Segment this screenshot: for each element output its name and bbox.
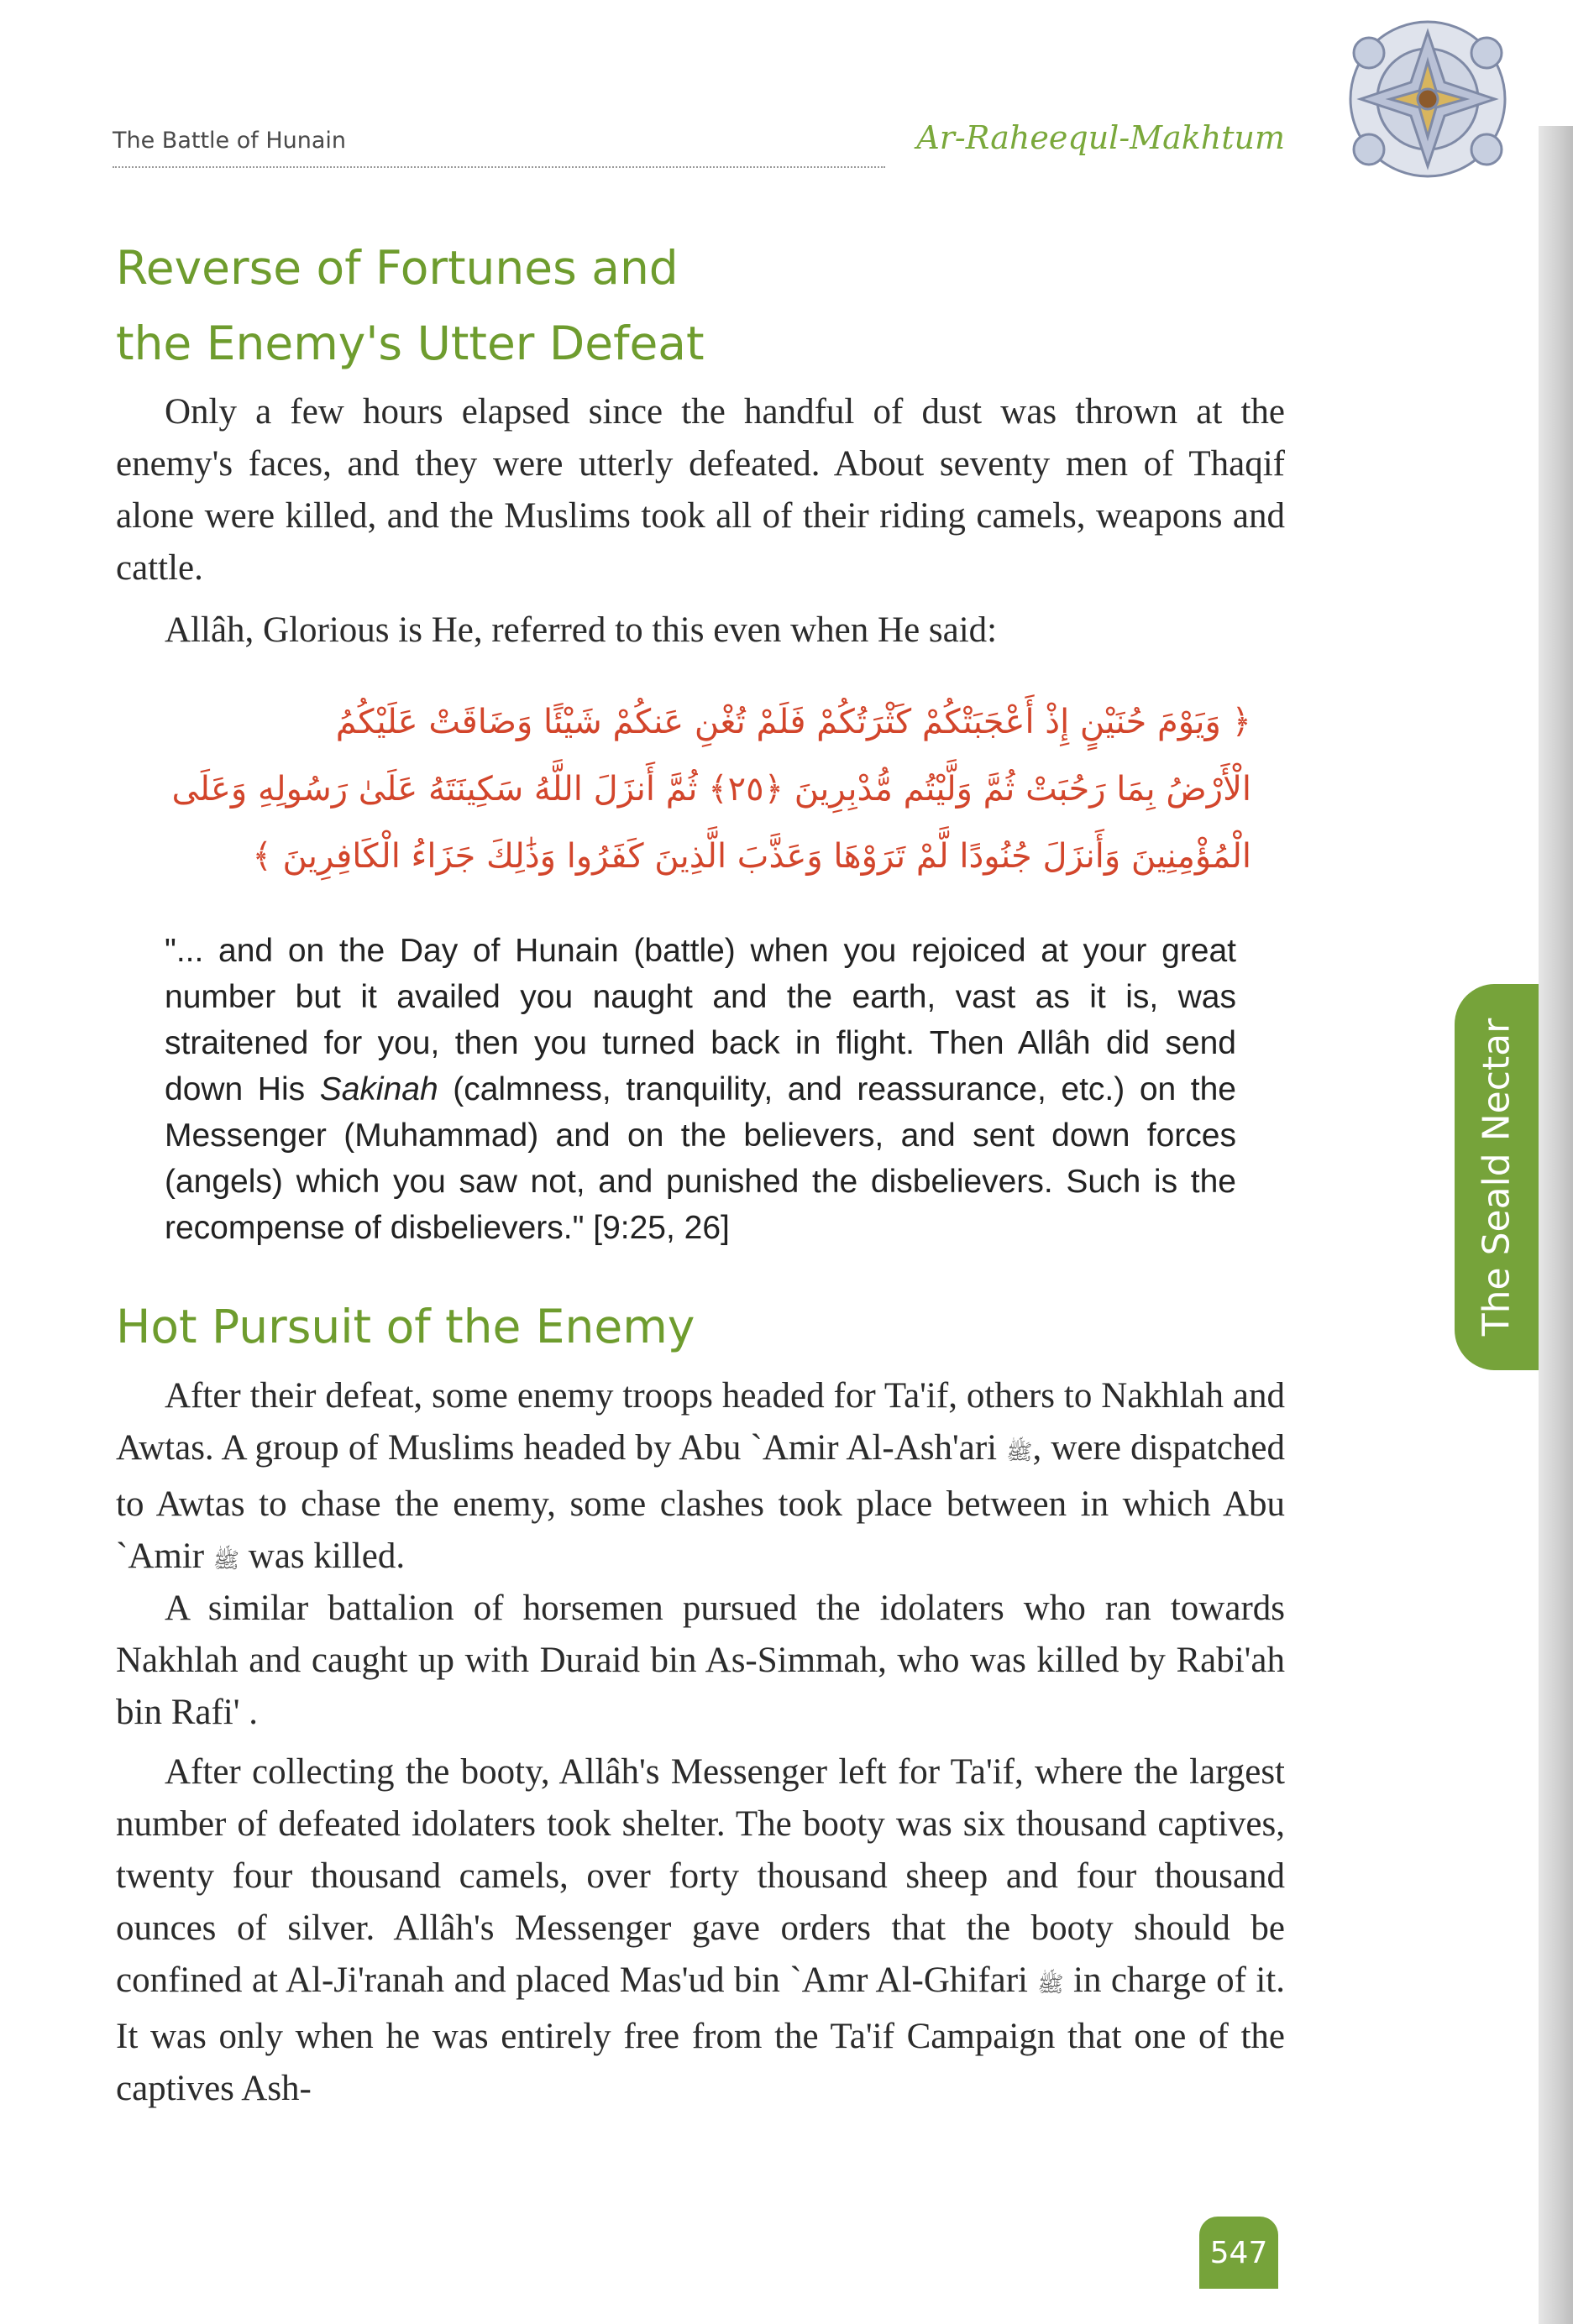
quran-verse-line: الْأَرْضُ بِمَا رَحُبَتْ ثُمَّ وَلَّيْتُم مُّدْبِرِينَ ﴿٢٥﴾ ثُمَّ أَنزَلَ اللَّهُ سَكِينَتَهُ عَلَىٰ رَسُولِهِ وَعَلَى (171, 770, 1251, 809)
ornament-icon (1319, 15, 1537, 200)
section-heading-line1: Reverse of Fortunes and (116, 241, 679, 295)
honorific-glyph: ﷺ (1037, 1972, 1064, 1997)
running-head: The Battle of Hunain (113, 128, 347, 154)
quran-verse-line: ﴿ وَيَوْمَ حُنَيْنٍ إِذْ أَعْجَبَتْكُمْ كَثْرَتُكُمْ فَلَمْ تُغْنِ عَنكُمْ شَيْئًا وَضَاقَتْ عَلَيْكُمُ (335, 703, 1251, 741)
translation-text: (calmness, tranquility, and reassurance, etc.) on the Messenger (Muhammad) and on the believers, and sent down forces (angels) which you saw not, and punished the disbelievers. Such is the recompense of disbelievers." [9:25, 26] (165, 1071, 1236, 1246)
section-heading: Hot Pursuit of the Enemy (116, 1300, 695, 1353)
translation-text: "... and on the Day of Hunain (battle) when you rejoiced at your great number but it availed you naught and the earth, vast as it is, was straitened for you, then you turned back in flight. Then Allâh did send down His (165, 933, 1236, 1107)
paragraph-text: was killed. (239, 1536, 406, 1576)
side-tab (1455, 984, 1539, 1370)
book-title: Ar-Raheequl-Makhtum (916, 119, 1285, 156)
quran-verse-line: الْمُؤْمِنِينَ وَأَنزَلَ جُنُودًا لَّمْ تَرَوْهَا وَعَذَّبَ الَّذِينَ كَفَرُوا وَذَٰلِكَ جَزَاءُ الْكَافِرِينَ ﴾ (252, 837, 1251, 876)
honorific-glyph: ﷺ (1006, 1440, 1033, 1464)
paragraph: A similar battalion of horsemen pursued the idolaters who ran towards Nakhlah and caught up with Duraid bin As-Simmah, who was killed by Rabi'ah bin Rafi' . (116, 1589, 1285, 1732)
paragraph-text: After their defeat, some enemy troops headed for Ta'if, others to Nakhlah and Awtas. A group of Muslims headed by Abu `Amir Al-Ash'ari (116, 1376, 1285, 1468)
side-tab-label: The Seald Nectar (1475, 1018, 1518, 1337)
page-edge-shadow (1539, 126, 1573, 2324)
paragraph: Allâh, Glorious is He, referred to this even when He said: (165, 610, 998, 650)
verse-translation (165, 928, 1236, 1251)
paragraph-text: After collecting the booty, Allâh's Messenger left for Ta'if, where the largest number of defeated idolaters took shelter. The booty was six thousand captives, twenty four thousand camels, over forty thousand sheep and four thousand ounces of silver. Allâh's Messenger gave orders that the booty should be confined at Al-Ji'ranah and placed Mas'ud bin `Amr Al-Ghifari (116, 1752, 1285, 2000)
paragraph (116, 1746, 1285, 2115)
section-heading-line2: the Enemy's Utter Defeat (116, 317, 705, 370)
paragraph-text: in charge of it. It was only when he was entirely free from the Ta'if Campaign that one of the captives Ash- (116, 1960, 1285, 2108)
header-divider (113, 166, 885, 168)
page-number: 547 (1199, 2217, 1278, 2289)
paragraph: Only a few hours elapsed since the handful of dust was thrown at the enemy's faces, and they were utterly defeated. About seventy men of Thaqif alone were killed, and the Muslims took all of their riding camels, weapons and cattle. (116, 392, 1285, 588)
paragraph (116, 1370, 1285, 1587)
paragraph-text: , were dispatched to Awtas to chase the enemy, some clashes took place between in which Abu `Amir (116, 1428, 1285, 1576)
honorific-glyph: ﷺ (212, 1548, 240, 1573)
translation-emphasis: Sakinah (319, 1071, 438, 1107)
